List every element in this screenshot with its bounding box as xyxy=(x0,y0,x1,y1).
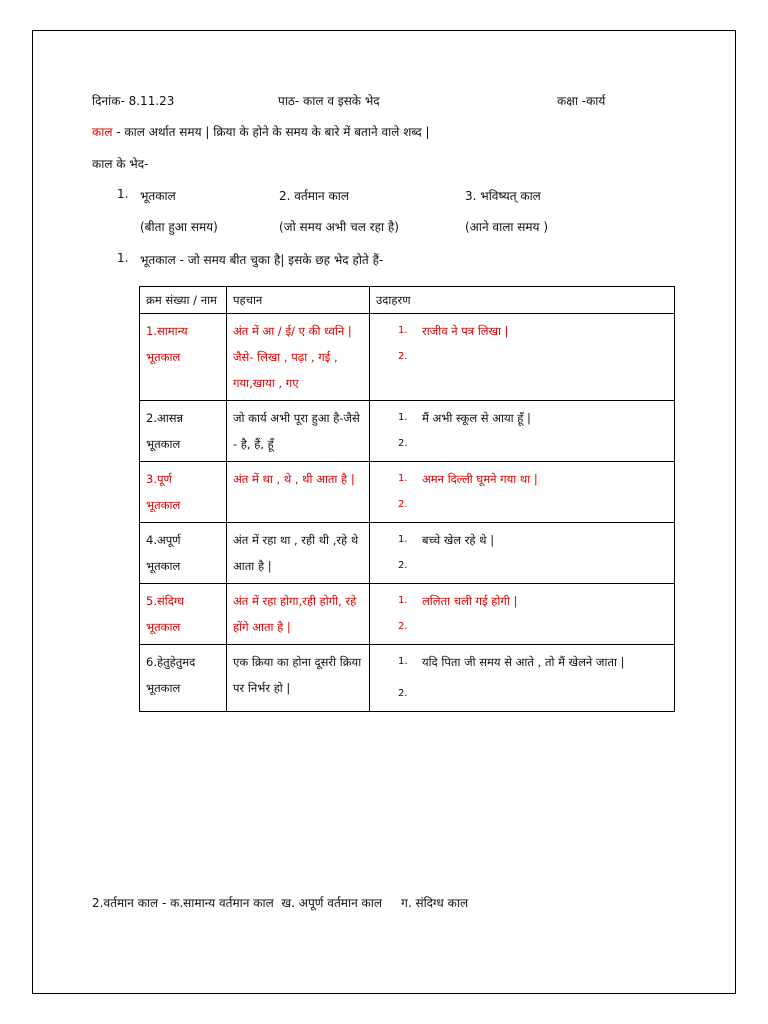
row-examples xyxy=(370,462,675,523)
example-number: 1. xyxy=(398,595,408,606)
row-name-cell xyxy=(140,584,227,645)
row-name-suffix: भूतकाल xyxy=(146,437,181,451)
row-examples xyxy=(370,401,675,462)
row-identification: अंत में रहा था , रही थी ,रहे थे आता है | xyxy=(227,523,370,584)
example-number: 2. xyxy=(398,688,408,699)
table-row xyxy=(140,645,675,712)
row-name-suffix: भूतकाल xyxy=(146,681,181,695)
row-name: 2.आसन्न xyxy=(146,411,184,425)
row-name-suffix: भूतकाल xyxy=(146,620,181,634)
type-1-desc: (बीता हुआ समय) xyxy=(140,220,218,234)
row-examples xyxy=(370,645,675,712)
definition-line xyxy=(92,123,430,140)
example-number: 2. xyxy=(398,351,408,362)
header-example: उदाहरण xyxy=(370,287,675,314)
example-number: 1. xyxy=(398,473,408,484)
example-text: यदि पिता जी समय से आते , तो मैं खेलने जाता | xyxy=(422,655,625,669)
row-name-suffix: भूतकाल xyxy=(146,559,181,573)
past-heading: भूतकाल - जो समय बीत चुका है| इसके छह भेद होते हैं- xyxy=(140,253,384,267)
table-row xyxy=(140,314,675,401)
type-1-number: 1. xyxy=(117,187,129,201)
type-3-name: 3. भविष्यत् काल xyxy=(465,189,541,203)
example-number: 2. xyxy=(398,499,408,510)
row-name: 1.सामान्य xyxy=(146,324,188,338)
row-name: 5.संदिग्ध xyxy=(146,594,185,608)
example-number: 1. xyxy=(398,534,408,545)
header-identification: पहचान xyxy=(227,287,370,314)
example-number: 1. xyxy=(398,325,408,336)
example-number: 1. xyxy=(398,412,408,423)
row-name-cell xyxy=(140,314,227,401)
example-text: मैं अभी स्कूल से आया हूँ | xyxy=(422,411,531,425)
example-text: अमन दिल्ली घूमने गया था | xyxy=(422,472,538,486)
table-header-row xyxy=(140,287,675,314)
row-examples xyxy=(370,584,675,645)
row-name: 4.अपूर्ण xyxy=(146,533,181,547)
example-text: राजीव ने पत्र लिखा | xyxy=(422,324,509,338)
definition-text: - काल अर्थात समय | क्रिया के होने के समय के बारे में बताने वाले शब्द | xyxy=(112,125,430,139)
example-number: 2. xyxy=(398,560,408,571)
row-identification: अंत में रहा होगा,रही होगी, रहे होंगे आता है | xyxy=(227,584,370,645)
row-name: 3.पूर्ण xyxy=(146,472,172,486)
types-heading: काल के भेद- xyxy=(92,157,149,171)
row-name-suffix: भूतकाल xyxy=(146,498,181,512)
row-name: 6.हेतुहेतुमद xyxy=(146,655,196,669)
example-number: 1. xyxy=(398,656,408,667)
table-row xyxy=(140,584,675,645)
example-number: 2. xyxy=(398,438,408,449)
date-label: दिनांक- 8.11.23 xyxy=(92,94,175,108)
row-identification: अंत में आ / ई/ ए की ध्वनि |जैसे- लिखा , पढ़ा , गई , गया,खाया , गए xyxy=(227,314,370,401)
table-row xyxy=(140,401,675,462)
lesson-title: पाठ- काल व इसके भेद xyxy=(278,94,380,108)
definition-term: काल xyxy=(92,125,113,139)
type-2-name: 2. वर्तमान काल xyxy=(279,189,349,203)
row-name-cell xyxy=(140,645,227,712)
row-name-cell xyxy=(140,462,227,523)
table-row xyxy=(140,462,675,523)
class-work-label: कक्षा -कार्य xyxy=(557,94,606,108)
example-text: बच्चे खेल रहे थे | xyxy=(422,533,495,547)
row-name-suffix: भूतकाल xyxy=(146,350,181,364)
example-number: 2. xyxy=(398,621,408,632)
past-tense-table xyxy=(139,286,675,712)
row-examples xyxy=(370,314,675,401)
row-identification: अंत में था , थे , थी आता है | xyxy=(227,462,370,523)
past-heading-number: 1. xyxy=(117,251,129,265)
row-name-cell xyxy=(140,523,227,584)
row-identification: एक क्रिया का होना दूसरी क्रिया पर निर्भर हो | xyxy=(227,645,370,712)
header-name: क्रम संख्या / नाम xyxy=(140,287,227,314)
table-row xyxy=(140,523,675,584)
present-tense-line: 2.वर्तमान काल - क.सामान्य वर्तमान काल ख. अपूर्ण वर्तमान काल ग. संदिग्ध काल xyxy=(92,896,469,910)
example-text: ललिता चली गई होगी | xyxy=(422,594,518,608)
type-1-name: भूतकाल xyxy=(140,189,176,203)
row-examples xyxy=(370,523,675,584)
row-name-cell xyxy=(140,401,227,462)
type-2-desc: (जो समय अभी चल रहा है) xyxy=(279,220,399,234)
row-identification: जो कार्य अभी पूरा हुआ है-जैसे - है, हैं, हूँ xyxy=(227,401,370,462)
type-3-desc: (आने वाला समय ) xyxy=(465,220,549,234)
